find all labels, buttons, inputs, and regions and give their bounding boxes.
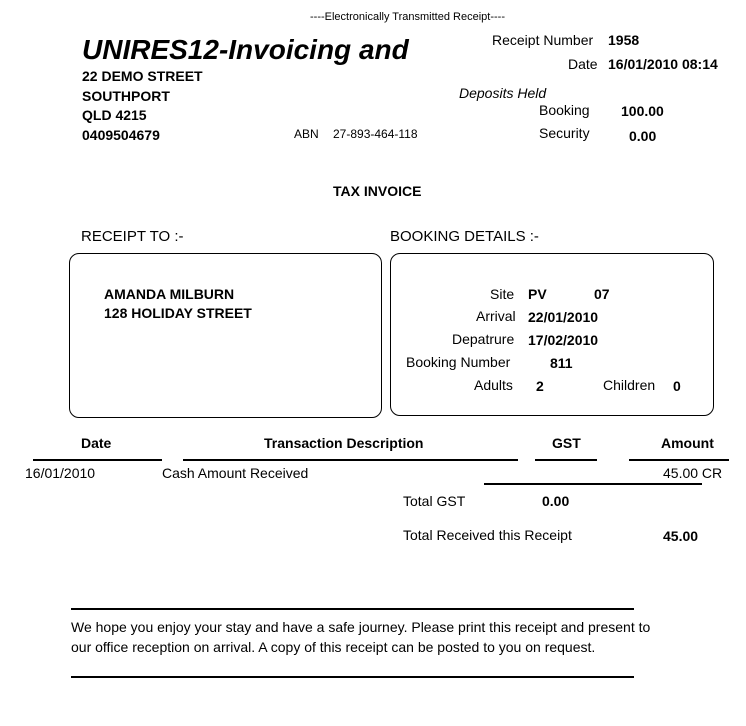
receipt-number-label: Receipt Number: [492, 32, 594, 48]
adults-label: Adults: [474, 377, 513, 393]
total-received-value: 45.00: [663, 528, 699, 544]
site-label: Site: [490, 286, 515, 302]
date-label: Date: [568, 56, 598, 72]
row-date: 16/01/2010: [25, 465, 96, 481]
site-value: PV: [528, 286, 547, 302]
arrival-label: Arrival: [476, 308, 516, 324]
total-gst-value: 0.00: [542, 493, 570, 509]
abn-value: 27-893-464-118: [333, 127, 418, 141]
departure-value: 17/02/2010: [528, 332, 599, 348]
adults-value: 2: [536, 378, 544, 394]
departure-label: Depatrure: [452, 331, 515, 347]
customer-name: AMANDA MILBURN: [104, 286, 235, 302]
total-received-label: Total Received this Receipt: [403, 527, 572, 543]
children-value: 0: [673, 378, 681, 394]
footer-top-rule: [71, 608, 634, 610]
receipt-number-value: 1958: [608, 32, 640, 48]
arrival-value: 22/01/2010: [528, 309, 599, 325]
site-number: 07: [594, 286, 610, 302]
col-header-date: Date: [81, 435, 112, 451]
booking-deposit-value: 100.00: [621, 103, 664, 119]
booking-number-label: Booking Number: [406, 354, 511, 370]
header-underline-date: [33, 459, 162, 461]
phone-number: 0409504679: [82, 127, 160, 143]
address-line-1: 22 DEMO STREET: [82, 68, 203, 84]
booking-number-value: 811: [550, 355, 573, 371]
header-underline-description: [183, 459, 518, 461]
security-deposit-label: Security: [539, 125, 590, 141]
business-name: UNIRES12-Invoicing and: [82, 34, 409, 65]
col-header-gst: GST: [552, 435, 581, 451]
address-line-2: SOUTHPORT: [82, 88, 170, 104]
receipt-to-box: [69, 253, 382, 418]
address-line-3: QLD 4215: [82, 107, 147, 123]
row-description: Cash Amount Received: [162, 465, 309, 481]
col-header-description: Transaction Description: [264, 435, 424, 451]
total-gst-label: Total GST: [403, 493, 466, 509]
receipt-to-heading: RECEIPT TO :-: [81, 228, 184, 245]
children-label: Children: [603, 377, 656, 393]
header-underline-amount: [629, 459, 729, 461]
row-underline: [484, 483, 702, 485]
row-amount: 45.00 CR: [663, 465, 723, 481]
security-deposit-value: 0.00: [629, 128, 657, 144]
deposits-heading: Deposits Held: [459, 85, 547, 101]
abn-label: ABN: [294, 127, 319, 141]
header-underline-gst: [535, 459, 597, 461]
footer-bottom-rule: [71, 676, 634, 678]
col-header-amount: Amount: [661, 435, 714, 451]
booking-deposit-label: Booking: [539, 102, 590, 118]
booking-details-heading: BOOKING DETAILS :-: [390, 228, 539, 245]
footer-message: We hope you enjoy your stay and have a safe journey. Please print this receipt and present to our office reception on arrival. A copy of this receipt can be posted to you on request.: [71, 619, 651, 655]
date-value: 16/01/2010 08:14: [608, 56, 718, 72]
document-title: TAX INVOICE: [333, 183, 422, 199]
customer-address: 128 HOLIDAY STREET: [104, 305, 252, 321]
transmitted-banner: ----Electronically Transmitted Receipt----: [310, 11, 505, 23]
